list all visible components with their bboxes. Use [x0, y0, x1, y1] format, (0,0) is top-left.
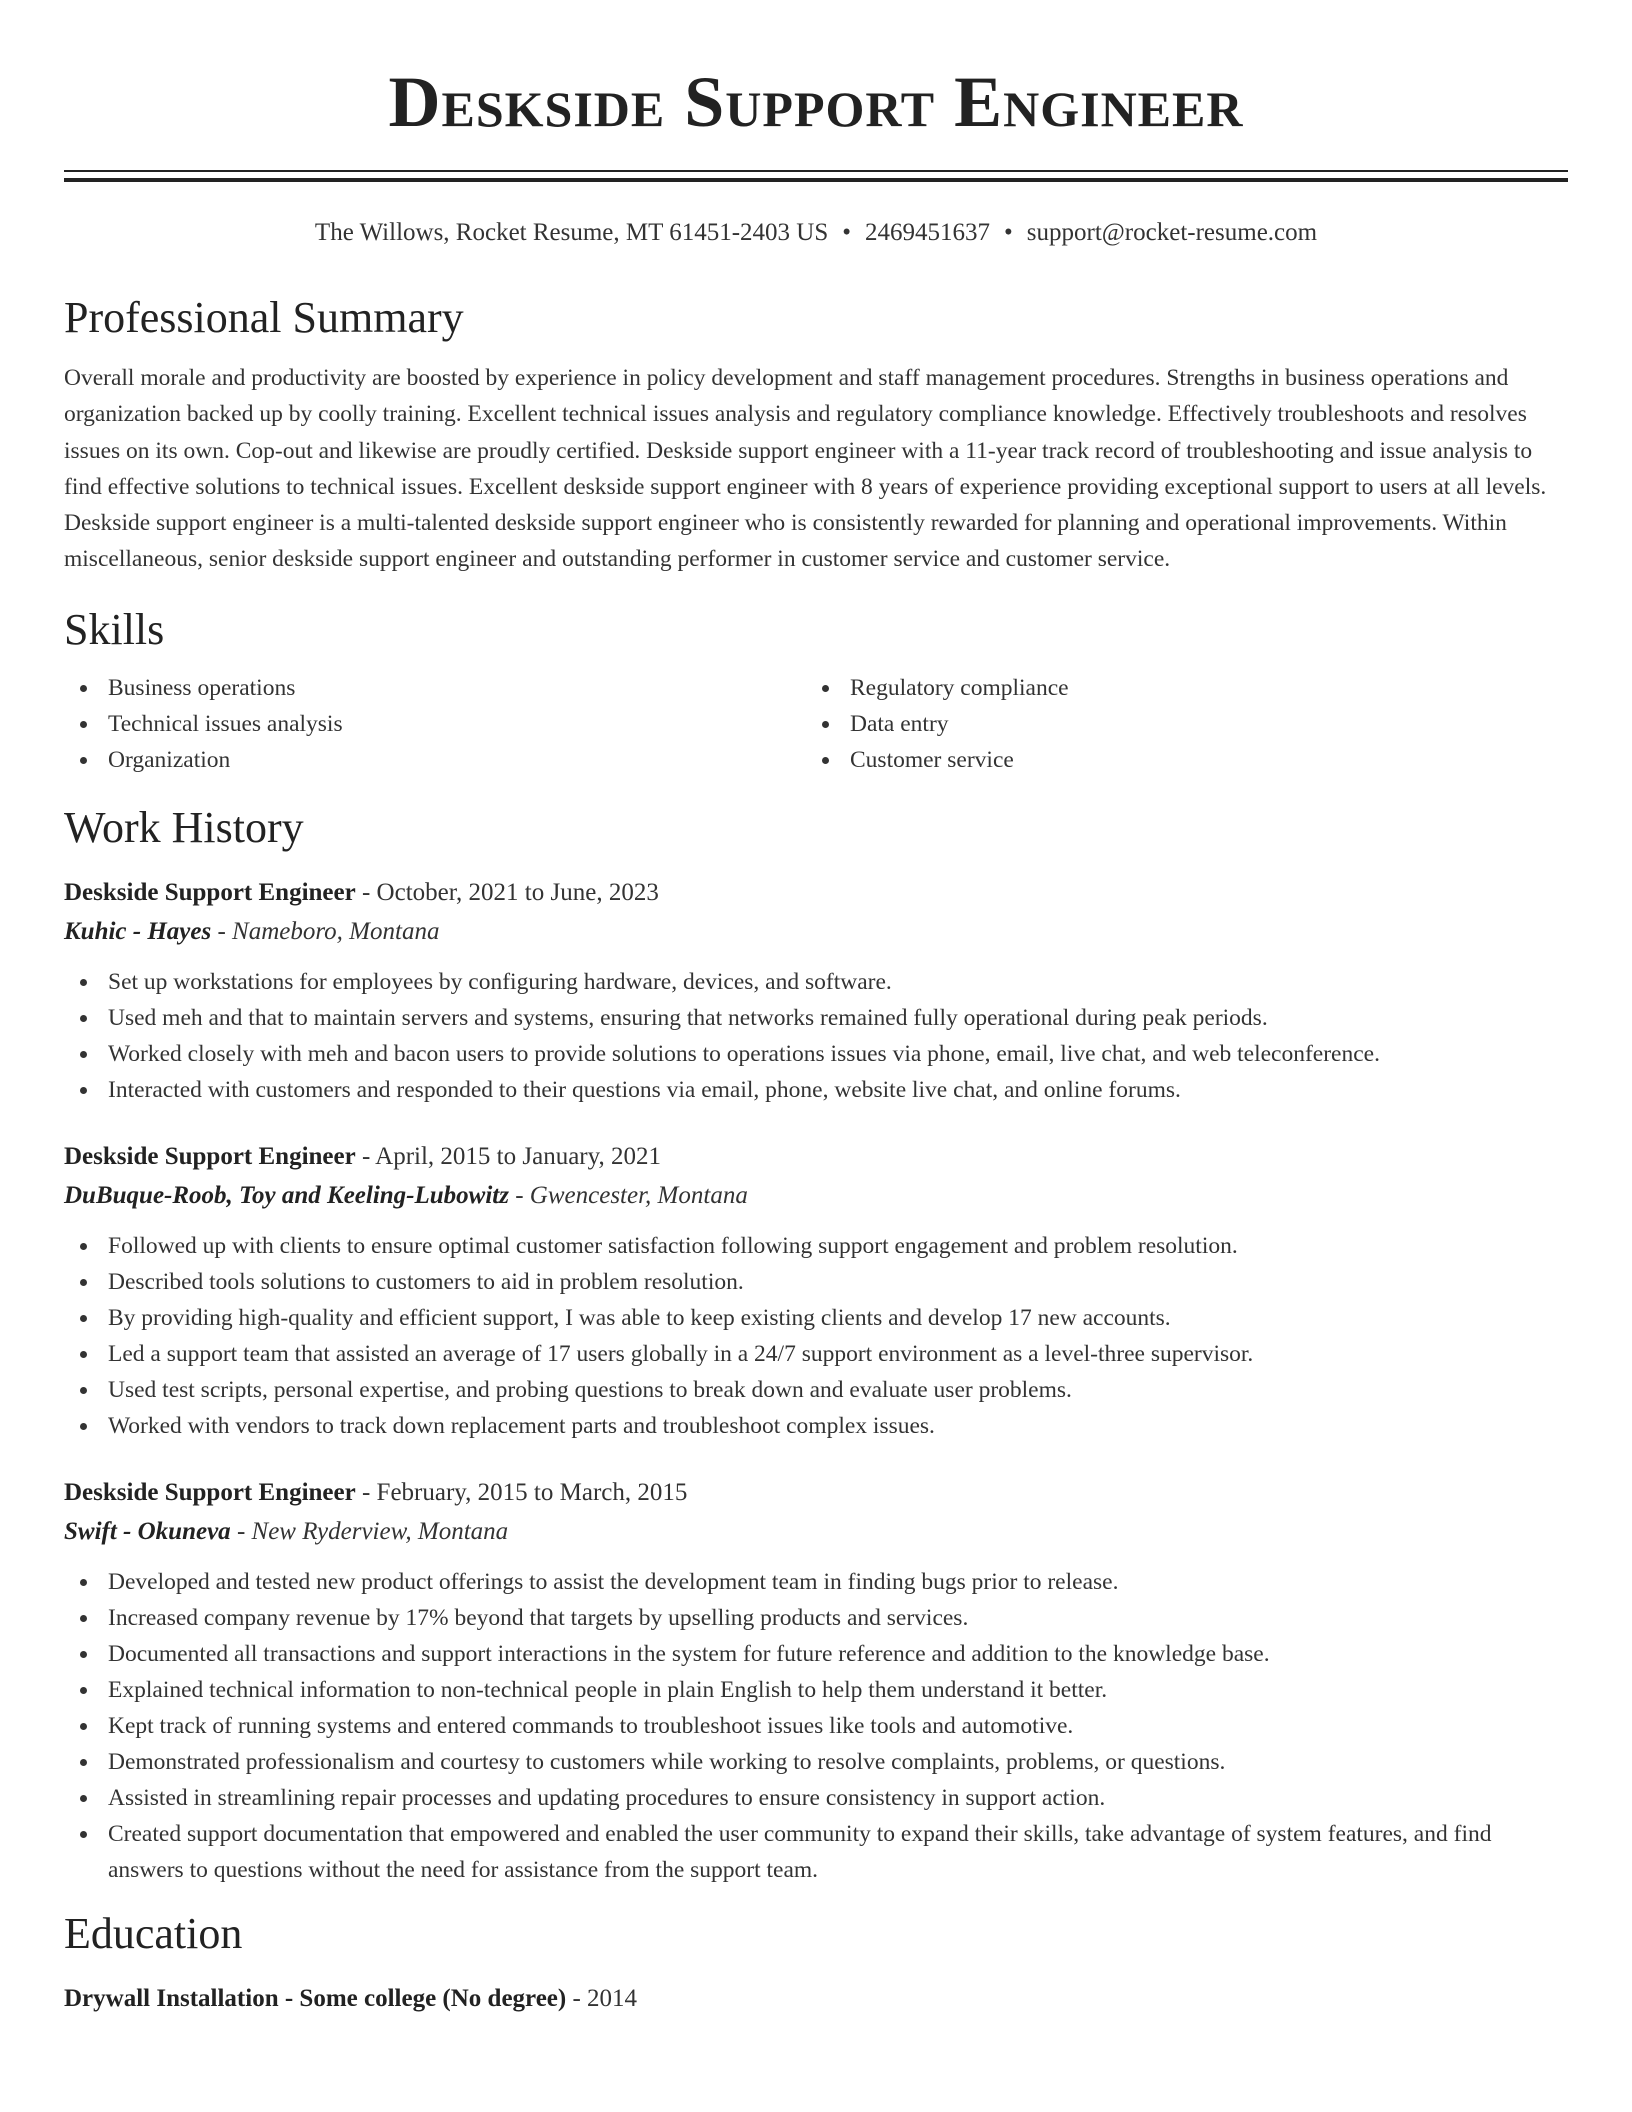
contact-email: support@rocket-resume.com	[1026, 219, 1318, 246]
job-bullets	[64, 1564, 1568, 1888]
job-bullet: Used meh and that to maintain servers and systems, ensuring that networks remained fully operational during peak periods.	[64, 1000, 1568, 1036]
skill-item: Data entry	[806, 706, 1548, 742]
company-line	[64, 1176, 1568, 1216]
job-dates: - February, 2015 to March, 2015	[355, 1478, 688, 1506]
contact-phone: 2469451637	[865, 219, 991, 246]
job-bullet: Set up workstations for employees by configuring hardware, devices, and software.	[64, 964, 1568, 1000]
job-title-line	[64, 1138, 1568, 1176]
contact-separator: •	[842, 219, 852, 246]
education-degree: Drywall Installation - Some college (No degree)	[64, 1984, 567, 2012]
company-line	[64, 1512, 1568, 1552]
skills-column-right	[806, 670, 1548, 778]
education-heading: Education	[64, 1908, 243, 1958]
company-line	[64, 912, 1568, 952]
contact-address: The Willows, Rocket Resume, MT 61451-2403 US	[314, 219, 829, 246]
contact-separator: •	[1004, 219, 1013, 246]
job-bullet: Followed up with clients to ensure optimal customer satisfaction following support engagement and problem resolution.	[64, 1228, 1568, 1264]
job-bullet: Increased company revenue by 17% beyond that targets by upselling products and services.	[64, 1600, 1568, 1636]
skill-item: Organization	[64, 742, 806, 778]
job-bullet: Created support documentation that empowered and enabled the user community to expand their skills, take advantage of system features, and find answers to questions without the need for assistance from the support team.	[64, 1816, 1568, 1888]
header-divider	[64, 170, 1568, 182]
summary-heading: Professional Summary	[64, 293, 464, 342]
skill-item: Regulatory compliance	[806, 670, 1548, 706]
job-title: Deskside Support Engineer	[64, 1142, 356, 1170]
job-bullet: Interacted with customers and responded to their questions via email, phone, website live chat, and online forums.	[64, 1072, 1568, 1108]
job-bullet: Worked closely with meh and bacon users to provide solutions to operations issues via phone, email, live chat, and web teleconference.	[64, 1036, 1568, 1072]
company-name: Kuhic - Hayes	[64, 917, 212, 945]
education-year: - 2014	[566, 1984, 638, 2012]
job-dates: - October, 2021 to June, 2023	[355, 878, 659, 906]
skills-list	[64, 670, 1568, 778]
job-title: Deskside Support Engineer	[64, 1478, 356, 1506]
skills-heading: Skills	[64, 604, 165, 654]
job-bullet: Worked with vendors to track down replacement parts and troubleshoot complex issues.	[64, 1408, 1568, 1444]
contact-line	[64, 216, 1568, 250]
company-location: - Nameboro, Montana	[211, 917, 440, 945]
skill-item: Customer service	[806, 742, 1548, 778]
skill-item: Business operations	[64, 670, 806, 706]
job-bullet: Explained technical information to non-technical people in plain English to help them understand it better.	[64, 1672, 1568, 1708]
summary-text: Overall morale and productivity are boosted by experience in policy development and staff management procedures. Strengths in business operations and organization backed up by coolly training. Excellent technical issues analysis and regulatory compliance knowledge. Effectively troubleshoots and resolves issues on its own. Cop-out and likewise are proudly certified. Deskside support engineer with a 11-year track record of troubleshooting and issue analysis to find effective solutions to technical issues. Excellent deskside support engineer with 8 years of experience providing exceptional support to users at all levels. Deskside support engineer is a multi-talented deskside support engineer who is consistently rewarded for planning and operational improvements. Within miscellaneous, senior deskside support engineer and outstanding performer in customer service and customer service.	[64, 365, 1547, 573]
job-bullet: Described tools solutions to customers to aid in problem resolution.	[64, 1264, 1568, 1300]
skills-column-left	[64, 670, 806, 778]
job-entry	[64, 1138, 1568, 1444]
job-title: Deskside Support Engineer	[64, 878, 356, 906]
company-name: DuBuque-Roob, Toy and Keeling-Lubowitz	[64, 1181, 509, 1209]
job-bullet: Used test scripts, personal expertise, and probing questions to break down and evaluate user problems.	[64, 1372, 1568, 1408]
job-bullet: Developed and tested new product offerings to assist the development team in finding bugs prior to release.	[64, 1564, 1568, 1600]
resume-name: Deskside Support Engineer	[388, 62, 1244, 142]
job-bullets	[64, 1228, 1568, 1444]
company-location: - Gwencester, Montana	[508, 1181, 748, 1209]
job-bullet: Kept track of running systems and entered commands to troubleshoot issues like tools and automotive.	[64, 1708, 1568, 1744]
job-bullet: Documented all transactions and support interactions in the system for future reference and addition to the knowledge base.	[64, 1636, 1568, 1672]
job-dates: - April, 2015 to January, 2021	[355, 1142, 662, 1170]
job-title-line	[64, 1474, 1568, 1512]
company-name: Swift - Okuneva	[64, 1517, 231, 1545]
company-location: - New Ryderview, Montana	[230, 1517, 509, 1545]
education-entry	[64, 1980, 1568, 2018]
job-bullets	[64, 964, 1568, 1108]
job-bullet: By providing high-quality and efficient support, I was able to keep existing clients and develop 17 new accounts.	[64, 1300, 1568, 1336]
job-bullet: Led a support team that assisted an average of 17 users globally in a 24/7 support environment as a level-three supervisor.	[64, 1336, 1568, 1372]
job-entry	[64, 1474, 1568, 1888]
job-entry	[64, 874, 1568, 1108]
job-bullet: Demonstrated professionalism and courtesy to customers while working to resolve complaints, problems, or questions.	[64, 1744, 1568, 1780]
work-history-heading: Work History	[64, 802, 304, 852]
job-title-line	[64, 874, 1568, 912]
job-bullet: Assisted in streamlining repair processes and updating procedures to ensure consistency in support action.	[64, 1780, 1568, 1816]
skill-item: Technical issues analysis	[64, 706, 806, 742]
